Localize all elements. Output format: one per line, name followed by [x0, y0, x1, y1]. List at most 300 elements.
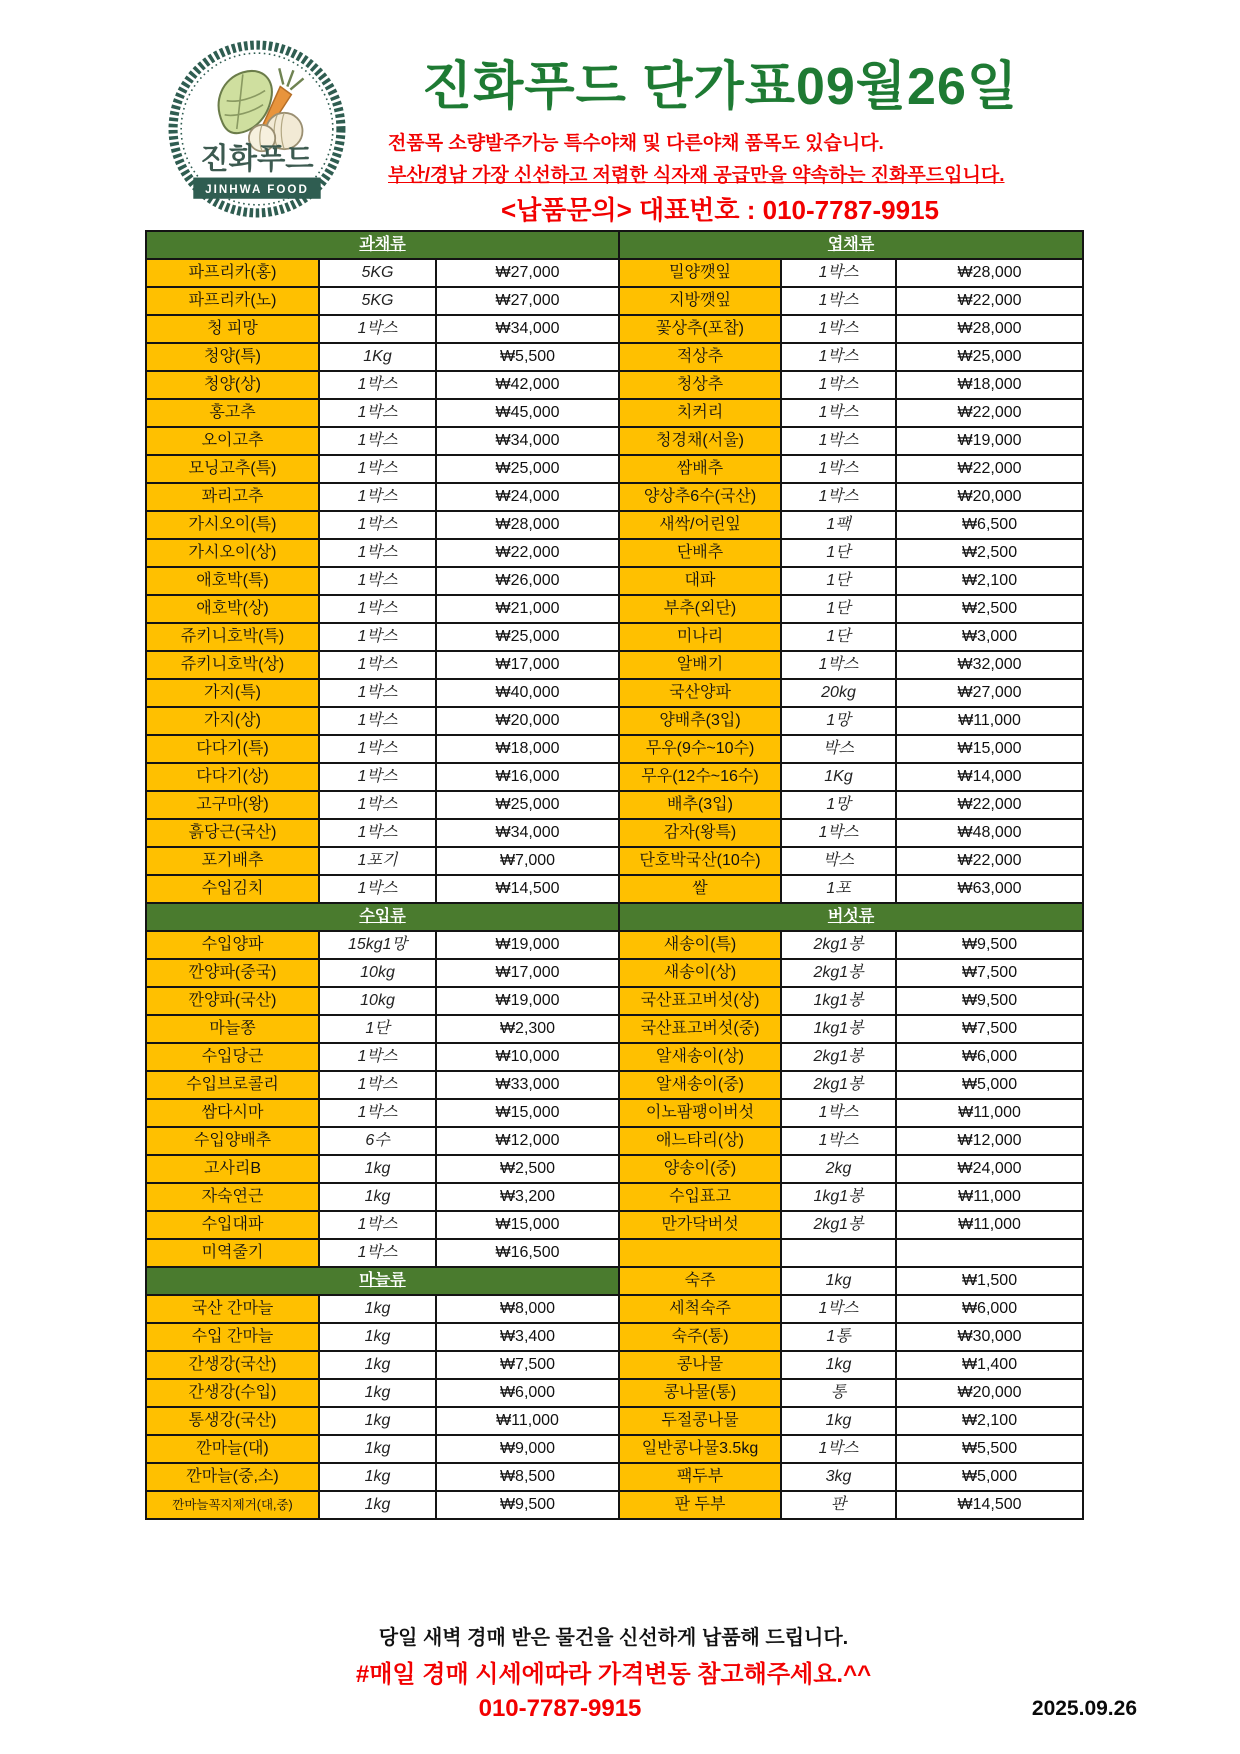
price-cell: ₩6,000: [896, 1043, 1083, 1071]
item-name-cell: 다다기(상): [146, 763, 319, 791]
price-cell: ₩16,000: [436, 763, 619, 791]
table-row: [146, 567, 1083, 595]
unit-cell: 1kg: [319, 1463, 436, 1491]
item-name-cell: 꽃상추(포찹): [619, 315, 781, 343]
unit-cell: 1박스: [319, 791, 436, 819]
price-cell: ₩26,000: [436, 567, 619, 595]
unit-cell: 1박스: [319, 763, 436, 791]
price-cell: ₩25,000: [436, 623, 619, 651]
table-row: [146, 931, 1083, 959]
item-name-cell: 포기배추: [146, 847, 319, 875]
item-name-cell: 알새송이(상): [619, 1043, 781, 1071]
unit-cell: 2kg1봉: [781, 1211, 896, 1239]
item-name-cell: 알배기: [619, 651, 781, 679]
price-cell: ₩2,500: [896, 539, 1083, 567]
unit-cell: 1Kg: [319, 343, 436, 371]
price-cell: ₩22,000: [896, 455, 1083, 483]
unit-cell: 1박스: [781, 1435, 896, 1463]
unit-cell: 1단: [781, 567, 896, 595]
item-name-cell: 국산양파: [619, 679, 781, 707]
unit-cell: 1kg1봉: [781, 987, 896, 1015]
unit-cell: 박스: [781, 847, 896, 875]
price-cell: ₩40,000: [436, 679, 619, 707]
price-cell: ₩17,000: [436, 959, 619, 987]
item-name-cell: 알새송이(중): [619, 1071, 781, 1099]
item-name-cell: 오이고추: [146, 427, 319, 455]
unit-cell: 1kg: [319, 1491, 436, 1519]
table-row: [146, 343, 1083, 371]
unit-cell: 1kg: [319, 1155, 436, 1183]
item-name-cell: 수입브로콜리: [146, 1071, 319, 1099]
item-name-cell: 국산 간마늘: [146, 1295, 319, 1323]
table-row: [146, 735, 1083, 763]
item-name-cell: 통생강(국산): [146, 1407, 319, 1435]
price-cell: ₩22,000: [896, 287, 1083, 315]
price-cell: ₩2,100: [896, 1407, 1083, 1435]
price-cell: ₩21,000: [436, 595, 619, 623]
item-name-cell: 무우(9수~10수): [619, 735, 781, 763]
unit-cell: 1박스: [781, 819, 896, 847]
price-cell: ₩25,000: [436, 455, 619, 483]
table-row: [146, 679, 1083, 707]
table-row: [146, 259, 1083, 287]
contact-line: <납품문의> 대표번호 : 010-7787-9915: [500, 195, 939, 225]
price-cell: ₩15,000: [436, 1099, 619, 1127]
table-row: [146, 539, 1083, 567]
unit-cell: 1박스: [319, 707, 436, 735]
item-name-cell: 단호박국산(10수): [619, 847, 781, 875]
table-row: [146, 1295, 1083, 1323]
price-cell: ₩45,000: [436, 399, 619, 427]
item-name-cell: 수입양파: [146, 931, 319, 959]
unit-cell: 1박스: [319, 1071, 436, 1099]
table-row: [146, 371, 1083, 399]
item-name-cell: 양송이(중): [619, 1155, 781, 1183]
item-name-cell: 가지(특): [146, 679, 319, 707]
unit-cell: 1박스: [319, 371, 436, 399]
price-cell: ₩8,500: [436, 1463, 619, 1491]
item-name-cell: 애호박(상): [146, 595, 319, 623]
unit-cell: 1kg: [781, 1351, 896, 1379]
unit-cell: 1박스: [319, 455, 436, 483]
section-header: 버섯류: [619, 903, 1083, 931]
item-name-cell: 깐양파(국산): [146, 987, 319, 1015]
footer-phone: 010-7787-9915: [478, 1695, 642, 1722]
table-row: [146, 651, 1083, 679]
item-name-cell: 콩나물: [619, 1351, 781, 1379]
price-cell: ₩7,500: [896, 959, 1083, 987]
unit-cell: 2kg1봉: [781, 1071, 896, 1099]
unit-cell: 박스: [781, 735, 896, 763]
unit-cell: 1박스: [319, 1239, 436, 1267]
unit-cell: 1박스: [319, 679, 436, 707]
unit-cell: 1박스: [319, 819, 436, 847]
table-row: [146, 903, 1083, 931]
unit-cell: 1Kg: [781, 763, 896, 791]
table-row: [146, 1463, 1083, 1491]
unit-cell: 20kg: [781, 679, 896, 707]
table-row: [146, 763, 1083, 791]
unit-cell: 1박스: [319, 623, 436, 651]
price-cell: ₩28,000: [436, 511, 619, 539]
item-name-cell: 애호박(특): [146, 567, 319, 595]
unit-cell: 2kg: [781, 1155, 896, 1183]
item-name-cell: 숙주: [619, 1267, 781, 1295]
unit-cell: 1박스: [319, 735, 436, 763]
price-cell: ₩6,000: [896, 1295, 1083, 1323]
notice-line-1: 전품목 소량발주가능 특수야채 및 다른야채 품목도 있습니다.: [388, 133, 884, 154]
table-row: [146, 1351, 1083, 1379]
unit-cell: 1박스: [319, 875, 436, 903]
price-cell: ₩63,000: [896, 875, 1083, 903]
unit-cell: 1박스: [319, 315, 436, 343]
price-cell: ₩9,500: [436, 1491, 619, 1519]
item-name-cell: 청경채(서울): [619, 427, 781, 455]
price-cell: ₩24,000: [436, 483, 619, 511]
item-name-cell: 콩나물(통): [619, 1379, 781, 1407]
unit-cell: 6수: [319, 1127, 436, 1155]
table-row: [146, 707, 1083, 735]
price-cell: ₩27,000: [436, 259, 619, 287]
table-row: [146, 847, 1083, 875]
unit-cell: 1박스: [319, 511, 436, 539]
item-name-cell: 수입대파: [146, 1211, 319, 1239]
unit-cell: 10kg: [319, 959, 436, 987]
item-name-cell: 모닝고추(특): [146, 455, 319, 483]
item-name-cell: 수입 간마늘: [146, 1323, 319, 1351]
price-cell: ₩11,000: [896, 1211, 1083, 1239]
unit-cell: 1박스: [781, 371, 896, 399]
item-name-cell: 새싹/어린잎: [619, 511, 781, 539]
item-name-cell: 새송이(특): [619, 931, 781, 959]
table-row: [146, 511, 1083, 539]
table-row: [146, 1267, 1083, 1295]
unit-cell: 1박스: [781, 1099, 896, 1127]
table-row: [146, 1435, 1083, 1463]
table-row: [146, 1015, 1083, 1043]
table-row: [146, 1211, 1083, 1239]
unit-cell: 1박스: [781, 1127, 896, 1155]
item-name-cell: 청양(상): [146, 371, 319, 399]
price-cell: ₩12,000: [436, 1127, 619, 1155]
unit-cell: 1박스: [781, 343, 896, 371]
item-name-cell: 애느타리(상): [619, 1127, 781, 1155]
price-cell: ₩2,500: [436, 1155, 619, 1183]
price-cell: ₩9,500: [896, 931, 1083, 959]
item-name-cell: 부추(외단): [619, 595, 781, 623]
price-cell: ₩7,000: [436, 847, 619, 875]
price-cell: [896, 1239, 1083, 1267]
table-row: [146, 1043, 1083, 1071]
item-name-cell: 배추(3입): [619, 791, 781, 819]
table-row: [146, 1071, 1083, 1099]
item-name-cell: 쥬키니호박(특): [146, 623, 319, 651]
item-name-cell: 수입김치: [146, 875, 319, 903]
unit-cell: 1kg: [319, 1351, 436, 1379]
table-row: [146, 1407, 1083, 1435]
item-name-cell: 양배추(3입): [619, 707, 781, 735]
item-name-cell: 적상추: [619, 343, 781, 371]
table-row: [146, 287, 1083, 315]
table-row: [146, 1239, 1083, 1267]
unit-cell: 1kg: [319, 1295, 436, 1323]
unit-cell: 1박스: [781, 651, 896, 679]
item-name-cell: 파프리카(홍): [146, 259, 319, 287]
price-cell: ₩1,400: [896, 1351, 1083, 1379]
price-cell: ₩27,000: [896, 679, 1083, 707]
unit-cell: 판: [781, 1491, 896, 1519]
table-row: [146, 959, 1083, 987]
unit-cell: 3kg: [781, 1463, 896, 1491]
price-cell: ₩6,500: [896, 511, 1083, 539]
unit-cell: 1박스: [781, 483, 896, 511]
table-row: [146, 791, 1083, 819]
footer-date: 2025.09.26: [1031, 1697, 1137, 1720]
item-name-cell: 가시오이(상): [146, 539, 319, 567]
item-name-cell: 깐마늘(중,소): [146, 1463, 319, 1491]
item-name-cell: 일반콩나물3.5kg: [619, 1435, 781, 1463]
table-row: [146, 1127, 1083, 1155]
item-name-cell: 판 두부: [619, 1491, 781, 1519]
price-cell: ₩14,500: [436, 875, 619, 903]
unit-cell: 1단: [781, 623, 896, 651]
table-row: [146, 819, 1083, 847]
price-cell: ₩22,000: [896, 399, 1083, 427]
item-name-cell: 밀양깻잎: [619, 259, 781, 287]
unit-cell: 1박스: [319, 567, 436, 595]
unit-cell: 5KG: [319, 287, 436, 315]
price-cell: ₩2,100: [896, 567, 1083, 595]
unit-cell: 2kg1봉: [781, 959, 896, 987]
item-name-cell: 만가닥버섯: [619, 1211, 781, 1239]
item-name-cell: 세척숙주: [619, 1295, 781, 1323]
price-cell: ₩34,000: [436, 315, 619, 343]
item-name-cell: 감자(왕특): [619, 819, 781, 847]
item-name-cell: 홍고추: [146, 399, 319, 427]
logo-korean-name: 진화푸드: [200, 142, 314, 176]
price-cell: ₩10,000: [436, 1043, 619, 1071]
table-row: [146, 987, 1083, 1015]
unit-cell: 1박스: [781, 287, 896, 315]
unit-cell: 2kg1봉: [781, 931, 896, 959]
price-cell: ₩34,000: [436, 427, 619, 455]
item-name-cell: 새송이(상): [619, 959, 781, 987]
table-row: [146, 595, 1083, 623]
item-name-cell: 양상추6수(국산): [619, 483, 781, 511]
price-cell: ₩20,000: [896, 483, 1083, 511]
price-cell: ₩20,000: [896, 1379, 1083, 1407]
item-name-cell: [619, 1239, 781, 1267]
item-name-cell: 국산표고버섯(상): [619, 987, 781, 1015]
price-cell: ₩34,000: [436, 819, 619, 847]
price-cell: ₩9,000: [436, 1435, 619, 1463]
price-cell: ₩19,000: [436, 987, 619, 1015]
item-name-cell: 청상추: [619, 371, 781, 399]
item-name-cell: 두절콩나물: [619, 1407, 781, 1435]
item-name-cell: 다다기(특): [146, 735, 319, 763]
table-row: [146, 1491, 1083, 1519]
unit-cell: 1포: [781, 875, 896, 903]
item-name-cell: 가시오이(특): [146, 511, 319, 539]
table-row: [146, 1183, 1083, 1211]
section-header: 엽채류: [619, 231, 1083, 259]
unit-cell: 1단: [781, 595, 896, 623]
unit-cell: 1포기: [319, 847, 436, 875]
price-cell: ₩22,000: [896, 791, 1083, 819]
item-name-cell: 수입당근: [146, 1043, 319, 1071]
table-row: [146, 231, 1083, 259]
price-cell: ₩25,000: [896, 343, 1083, 371]
price-cell: ₩15,000: [436, 1211, 619, 1239]
price-cell: ₩17,000: [436, 651, 619, 679]
price-cell: ₩7,500: [436, 1351, 619, 1379]
price-cell: ₩19,000: [896, 427, 1083, 455]
unit-cell: 1kg: [319, 1183, 436, 1211]
price-cell: ₩32,000: [896, 651, 1083, 679]
price-cell: ₩11,000: [896, 1099, 1083, 1127]
unit-cell: 1박스: [781, 399, 896, 427]
unit-cell: 15kg1망: [319, 931, 436, 959]
table-row: [146, 399, 1083, 427]
item-name-cell: 청양(특): [146, 343, 319, 371]
item-name-cell: 국산표고버섯(중): [619, 1015, 781, 1043]
price-cell: ₩7,500: [896, 1015, 1083, 1043]
section-header: 수입류: [146, 903, 619, 931]
item-name-cell: 대파: [619, 567, 781, 595]
unit-cell: 1박스: [319, 1043, 436, 1071]
price-cell: ₩18,000: [436, 735, 619, 763]
price-cell: ₩3,000: [896, 623, 1083, 651]
price-cell: ₩30,000: [896, 1323, 1083, 1351]
price-cell: ₩3,200: [436, 1183, 619, 1211]
price-cell: ₩14,000: [896, 763, 1083, 791]
price-cell: ₩20,000: [436, 707, 619, 735]
price-cell: ₩5,500: [436, 343, 619, 371]
unit-cell: 2kg1봉: [781, 1043, 896, 1071]
unit-cell: 1박스: [319, 483, 436, 511]
unit-cell: 1망: [781, 707, 896, 735]
item-name-cell: 깐마늘(대): [146, 1435, 319, 1463]
price-cell: ₩19,000: [436, 931, 619, 959]
price-cell: ₩24,000: [896, 1155, 1083, 1183]
item-name-cell: 미역줄기: [146, 1239, 319, 1267]
item-name-cell: 수입표고: [619, 1183, 781, 1211]
price-table-body: [146, 231, 1083, 1519]
notice-line-2: 부산/경남 가장 신선하고 저렴한 식자재 공급만을 약속하는 진화푸드입니다.: [388, 165, 1005, 186]
section-header: 마늘류: [146, 1267, 619, 1295]
table-row: [146, 623, 1083, 651]
footer-delivery-note: 당일 새벽 경매 받은 물건을 신선하게 납품해 드립니다.: [378, 1627, 849, 1649]
table-row: [146, 1323, 1083, 1351]
price-cell: ₩6,000: [436, 1379, 619, 1407]
unit-cell: 1kg: [781, 1267, 896, 1295]
unit-cell: 1팩: [781, 511, 896, 539]
unit-cell: 1박스: [319, 539, 436, 567]
price-cell: ₩5,500: [896, 1435, 1083, 1463]
unit-cell: 1박스: [319, 1211, 436, 1239]
price-cell: ₩5,000: [896, 1463, 1083, 1491]
item-name-cell: 지방깻잎: [619, 287, 781, 315]
unit-cell: 1kg1봉: [781, 1015, 896, 1043]
price-cell: ₩1,500: [896, 1267, 1083, 1295]
price-cell: ₩16,500: [436, 1239, 619, 1267]
item-name-cell: 쥬키니호박(상): [146, 651, 319, 679]
unit-cell: 1kg: [319, 1407, 436, 1435]
table-row: [146, 1099, 1083, 1127]
item-name-cell: 간생강(국산): [146, 1351, 319, 1379]
price-cell: ₩12,000: [896, 1127, 1083, 1155]
item-name-cell: 자숙연근: [146, 1183, 319, 1211]
unit-cell: 5KG: [319, 259, 436, 287]
item-name-cell: 무우(12수~16수): [619, 763, 781, 791]
price-cell: ₩15,000: [896, 735, 1083, 763]
item-name-cell: 꽈리고추: [146, 483, 319, 511]
unit-cell: 1통: [781, 1323, 896, 1351]
price-cell: ₩8,000: [436, 1295, 619, 1323]
item-name-cell: 마늘쫑: [146, 1015, 319, 1043]
price-cell: ₩11,000: [896, 707, 1083, 735]
price-cell: ₩11,000: [436, 1407, 619, 1435]
footer-price-change-note: #매일 경매 시세에따라 가격변동 참고해주세요.^^: [355, 1661, 872, 1688]
page-title: 진화푸드 단가표09월26일: [421, 58, 1019, 116]
price-cell: ₩5,000: [896, 1071, 1083, 1099]
unit-cell: 1박스: [319, 595, 436, 623]
section-header: 과채류: [146, 231, 619, 259]
table-row: [146, 1379, 1083, 1407]
item-name-cell: 가지(상): [146, 707, 319, 735]
unit-cell: 1kg: [319, 1323, 436, 1351]
price-table: [145, 230, 1084, 1520]
price-cell: ₩28,000: [896, 315, 1083, 343]
price-cell: ₩22,000: [436, 539, 619, 567]
item-name-cell: 흙당근(국산): [146, 819, 319, 847]
price-cell: ₩14,500: [896, 1491, 1083, 1519]
table-row: [146, 427, 1083, 455]
item-name-cell: 깐양파(중국): [146, 959, 319, 987]
unit-cell: 1박스: [781, 259, 896, 287]
item-name-cell: 청 피망: [146, 315, 319, 343]
item-name-cell: 고사리B: [146, 1155, 319, 1183]
company-logo: [166, 38, 348, 220]
price-cell: ₩33,000: [436, 1071, 619, 1099]
unit-cell: 1박스: [781, 427, 896, 455]
unit-cell: 1단: [319, 1015, 436, 1043]
unit-cell: 1kg: [781, 1407, 896, 1435]
price-cell: ₩2,500: [896, 595, 1083, 623]
item-name-cell: 팩두부: [619, 1463, 781, 1491]
unit-cell: 통: [781, 1379, 896, 1407]
unit-cell: 1kg: [319, 1435, 436, 1463]
item-name-cell: 이노팜팽이버섯: [619, 1099, 781, 1127]
item-name-cell: 쌈배추: [619, 455, 781, 483]
unit-cell: 1kg: [319, 1379, 436, 1407]
unit-cell: 1망: [781, 791, 896, 819]
unit-cell: 1kg1봉: [781, 1183, 896, 1211]
unit-cell: 1박스: [319, 427, 436, 455]
item-name-cell: 치커리: [619, 399, 781, 427]
unit-cell: 10kg: [319, 987, 436, 1015]
price-cell: ₩42,000: [436, 371, 619, 399]
item-name-cell: 파프리카(노): [146, 287, 319, 315]
price-cell: ₩9,500: [896, 987, 1083, 1015]
price-cell: ₩27,000: [436, 287, 619, 315]
item-name-cell: 쌈다시마: [146, 1099, 319, 1127]
unit-cell: 1단: [781, 539, 896, 567]
unit-cell: 1박스: [781, 455, 896, 483]
price-cell: ₩3,400: [436, 1323, 619, 1351]
price-cell: ₩28,000: [896, 259, 1083, 287]
item-name-cell: 미나리: [619, 623, 781, 651]
